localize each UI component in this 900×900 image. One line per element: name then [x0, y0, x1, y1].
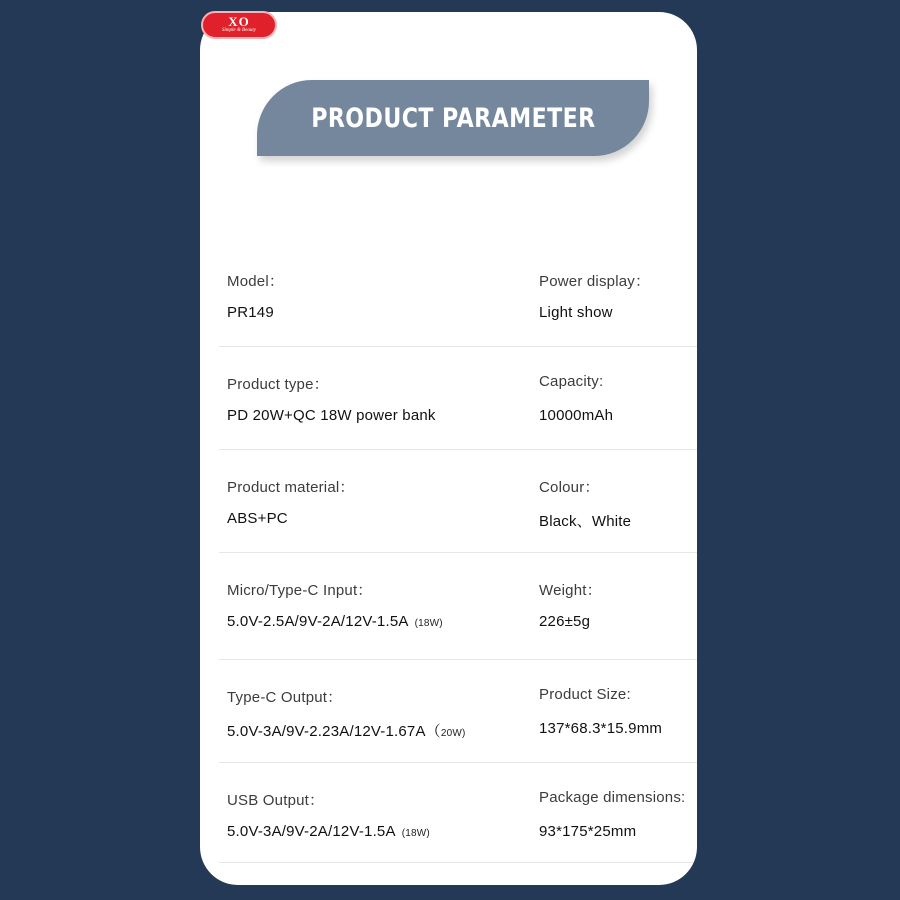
spec-value: Light show [539, 304, 613, 321]
spec-label: Type-C Output： [227, 689, 343, 706]
spec-label: Weight： [539, 582, 602, 599]
spec-label: USB Output： [227, 792, 325, 809]
spec-label: Colour： [539, 479, 600, 496]
spec-value: 5.0V-2.5A/9V-2A/12V-1.5A (18W) [227, 613, 443, 630]
spec-label: Product type： [227, 376, 329, 393]
spec-label: Package dimensions: [539, 789, 686, 806]
spec-value: Black、White [539, 513, 632, 530]
spec-value: PD 20W+QC 18W power bank [227, 407, 436, 424]
spec-value: 137*68.3*15.9mm [539, 720, 663, 737]
spec-label: Product Size: [539, 686, 631, 703]
spec-label: Model： [227, 273, 285, 290]
spec-label: Power display： [539, 273, 651, 290]
spec-value: 5.0V-3A/9V-2A/12V-1.5A (18W) [227, 823, 430, 840]
spec-row [219, 244, 697, 347]
logo-mark: XO [228, 14, 250, 29]
spec-label: Capacity: [539, 373, 604, 390]
spec-table [219, 244, 697, 863]
spec-row [219, 553, 697, 660]
spec-value: 10000mAh [539, 407, 614, 424]
parameter-card [200, 12, 697, 885]
spec-value: 226±5g [539, 613, 591, 630]
page-title: PRODUCT PARAMETER [310, 102, 596, 134]
title-banner [257, 80, 649, 156]
spec-value: 5.0V-3A/9V-2.23A/12V-1.67A（20W) [227, 723, 466, 740]
spec-label: Product material： [227, 479, 355, 496]
spec-value: PR149 [227, 304, 274, 321]
spec-row [219, 660, 697, 763]
spec-value: 93*175*25mm [539, 823, 637, 840]
brand-logo [201, 11, 277, 39]
spec-row [219, 450, 697, 553]
spec-label: Micro/Type-C Input： [227, 582, 373, 599]
spec-value: ABS+PC [227, 510, 288, 527]
spec-row [219, 763, 697, 863]
spec-row [219, 347, 697, 450]
logo-tagline: Simple & Beauty [222, 28, 256, 33]
